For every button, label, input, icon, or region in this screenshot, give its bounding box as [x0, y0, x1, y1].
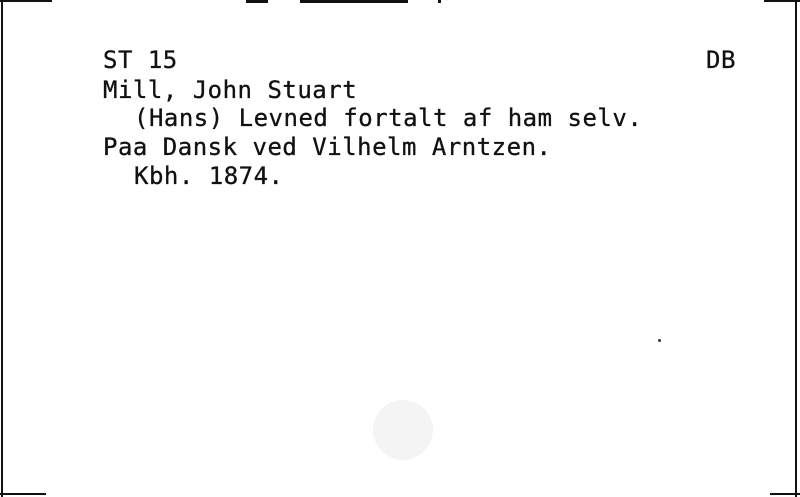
- scan-mark: [300, 0, 408, 3]
- card-edge-bottom-left: [0, 493, 46, 495]
- imprint-line: Kbh. 1874.: [134, 162, 284, 190]
- scan-speck: [658, 339, 661, 342]
- translation-note: Paa Dansk ved Vilhelm Arntzen.: [103, 133, 552, 161]
- card-edge-bottom-right: [770, 493, 800, 495]
- punch-hole: [373, 400, 433, 460]
- card-edge-top-right: [764, 0, 800, 2]
- scan-mark: [246, 0, 268, 3]
- card-edge-right: [795, 0, 797, 497]
- card-edge-top-left: [0, 0, 52, 2]
- shelfmark: ST 15: [103, 46, 178, 74]
- scan-mark: [438, 0, 441, 3]
- author-heading: Mill, John Stuart: [103, 76, 358, 104]
- card-edge-left: [1, 0, 3, 497]
- collection-code: DB: [706, 46, 736, 74]
- title-line: (Hans) Levned fortalt af ham selv.: [134, 104, 643, 132]
